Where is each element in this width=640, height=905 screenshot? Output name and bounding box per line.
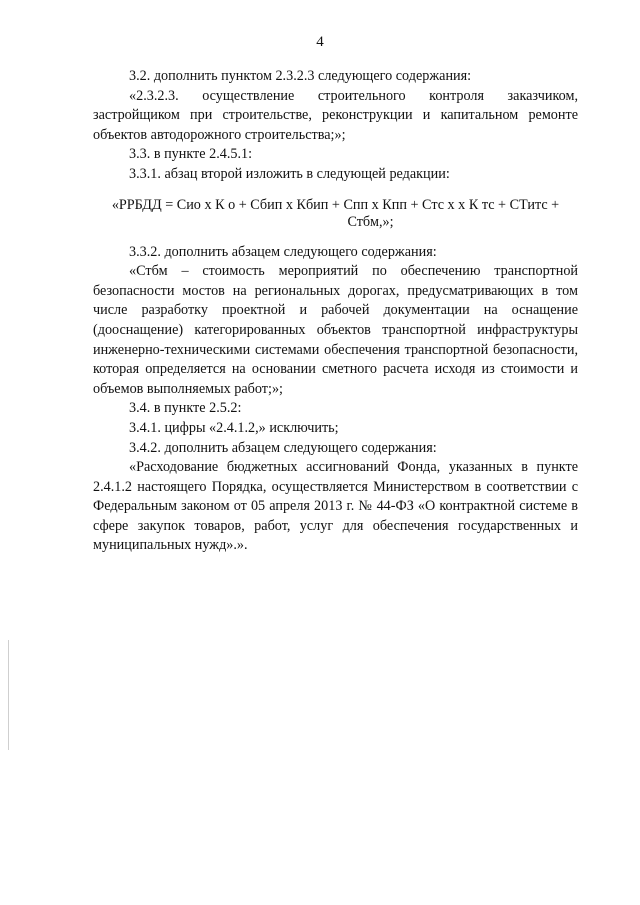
scan-edge-mark [8, 640, 9, 750]
paragraph-3-3-2: 3.3.2. дополнить абзацем следующего содержания: [129, 243, 437, 260]
formula-line-2: Стбм,»; [347, 213, 394, 230]
paragraph-stbm-definition: «Стбм – стоимость мероприятий по обеспечению транспортной безопасности мостов на региональных дорогах, предусматривающих в том числе разработку проектной и рабочей документации на оснащение (дооснащение) категорированных объектов транспортной инфраструктуры инженерно-техническими системами обеспечения транспортной безопасности, которая определяется на основании сметного расчета исходя из стоимости и объемов выполняемых работ;»; [93, 263, 578, 397]
paragraph-3-3-1: 3.3.1. абзац второй изложить в следующей редакции: [129, 165, 450, 182]
document-body [93, 67, 578, 556]
paragraph-3-3: 3.3. в пункте 2.4.5.1: [129, 146, 253, 163]
paragraph-3-4-1: 3.4.1. цифры «2.4.1.2,» исключить; [129, 419, 339, 436]
paragraph-2-3-2-3: «2.3.2.3. осуществление строительного контроля заказчиком, застройщиком при строительстве, реконструкции и капитальном ремонте объектов автодорожного строительства;»; [93, 87, 578, 143]
page-number: 4 [316, 34, 324, 50]
formula-line-1: «РРБДД = Сио х К о + Сбип х Кбип + Спп х Кпп + Стс х х К тс + СТитс + [111, 196, 560, 213]
formula [93, 197, 578, 231]
paragraph-3-4: 3.4. в пункте 2.5.2: [129, 400, 242, 417]
paragraph-3-2: 3.2. дополнить пунктом 2.3.2.3 следующего содержания: [129, 68, 472, 84]
paragraph-3-4-2: 3.4.2. дополнить абзацем следующего содержания: [129, 439, 437, 456]
paragraph-fund-spending: «Расходование бюджетных ассигнований Фонда, указанных в пункте 2.4.1.2 настоящего Порядка, осуществляется Министерством в соответствии с Федеральным законом от 05 апреля 2013 г. № 44-ФЗ «О контрактной системе в сфере закупок товаров, работ, услуг для обеспечения государственных и муниципальных нужд».». [93, 459, 578, 554]
